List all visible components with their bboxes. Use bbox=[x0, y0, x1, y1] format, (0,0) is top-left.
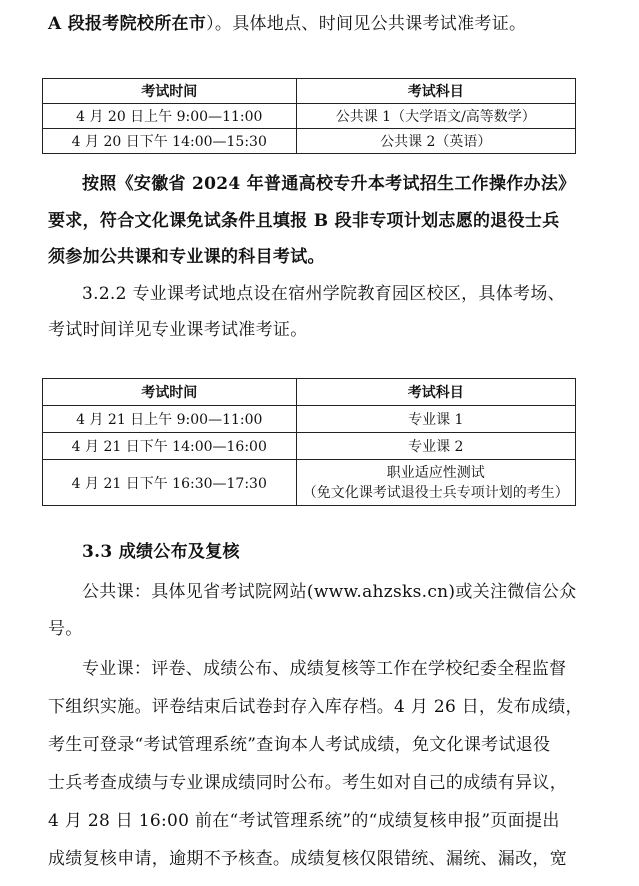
section-33-heading: 3.3 成绩公布及复核 bbox=[82, 542, 240, 562]
exam-subject-line: 职业适应性测试 bbox=[386, 464, 485, 481]
table-header-row bbox=[43, 379, 576, 406]
major-exam-table bbox=[42, 378, 576, 506]
section-322-line: 考试时间详见专业课考试准考证。 bbox=[48, 320, 308, 340]
major-course-line: 成绩复核申请，逾期不予核查。成绩复核仅限错统、漏统、漏改，宽 bbox=[48, 849, 567, 869]
header-exam-subject: 考试科目 bbox=[296, 79, 575, 104]
exam-subject-cell: 专业课 1 bbox=[296, 406, 575, 433]
major-course-line: 下组织实施。评卷结束后试卷封存入库存档。4 月 26 日，发布成绩， bbox=[48, 697, 583, 717]
intro-rest-text: ）。具体地点、时间见公共课考试准考证。 bbox=[206, 14, 527, 34]
public-course-line: 公共课：具体见省考试院网站(www.ahzsks.cn)或关注微信公众 bbox=[82, 582, 577, 602]
header-exam-time: 考试时间 bbox=[43, 79, 297, 104]
major-course-line: 专业课：评卷、成绩公布、成绩复核等工作在学校纪委全程监督 bbox=[82, 659, 567, 679]
header-exam-subject: 考试科目 bbox=[296, 379, 575, 406]
veteran-para-line: 要求，符合文化课免试条件且填报 B 段非专项计划志愿的退役士兵 bbox=[48, 211, 560, 231]
exam-time-cell: 4 月 21 日上午 9:00—11:00 bbox=[43, 406, 297, 433]
header-exam-time: 考试时间 bbox=[43, 379, 297, 406]
intro-bold-text: A 段报考院校所在市 bbox=[48, 14, 207, 34]
exam-subject-cell: 公共课 2（英语） bbox=[296, 129, 575, 154]
exam-time-cell: 4 月 21 日下午 14:00—16:00 bbox=[43, 433, 297, 460]
public-course-line: 号。 bbox=[48, 619, 83, 639]
veteran-para-line: 按照《安徽省 2024 年普通高校专升本考试招生工作操作办法》 bbox=[82, 174, 576, 194]
major-course-line: 考生可登录“考试管理系统”查询本人考试成绩，免文化课考试退役 bbox=[48, 735, 551, 755]
table-row bbox=[43, 460, 576, 506]
exam-subject-cell: 专业课 2 bbox=[296, 433, 575, 460]
table-row bbox=[43, 104, 576, 129]
exam-subject-cell bbox=[296, 460, 575, 506]
table-row bbox=[43, 129, 576, 154]
section-322-line: 3.2.2 专业课考试地点设在宿州学院教育园区校区，具体考场、 bbox=[82, 284, 565, 304]
exam-subject-line: （免文化课考试退役士兵专项计划的考生） bbox=[302, 484, 569, 501]
table-row bbox=[43, 406, 576, 433]
intro-line bbox=[48, 14, 526, 34]
major-course-line: 4 月 28 日 16:00 前在“考试管理系统”的“成绩复核申报”页面提出 bbox=[48, 811, 560, 831]
exam-time-cell: 4 月 21 日下午 16:30—17:30 bbox=[43, 460, 297, 506]
exam-subject-cell: 公共课 1（大学语文/高等数学） bbox=[296, 104, 575, 129]
table-row bbox=[43, 433, 576, 460]
table-header-row bbox=[43, 79, 576, 104]
veteran-para-line: 须参加公共课和专业课的科目考试。 bbox=[48, 247, 325, 267]
exam-time-cell: 4 月 20 日下午 14:00—15:30 bbox=[43, 129, 297, 154]
public-exam-table bbox=[42, 78, 576, 154]
exam-time-cell: 4 月 20 日上午 9:00—11:00 bbox=[43, 104, 297, 129]
major-course-line: 士兵考查成绩与专业课成绩同时公布。考生如对自己的成绩有异议， bbox=[48, 773, 567, 793]
